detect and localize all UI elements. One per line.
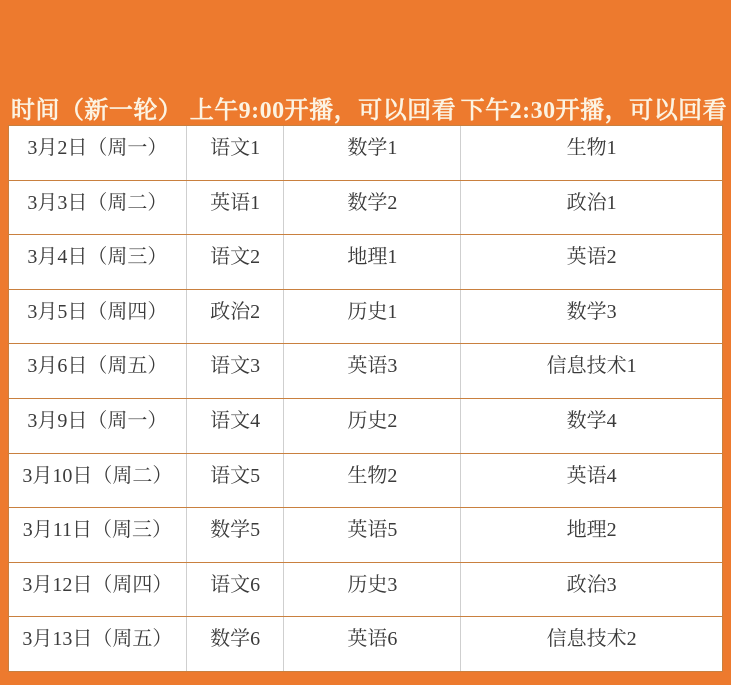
afternoon-lesson-cell: 英语4 xyxy=(460,454,722,508)
table-row xyxy=(9,563,722,618)
table-row xyxy=(9,290,722,345)
afternoon-lesson-cell: 政治1 xyxy=(460,181,722,235)
schedule-table xyxy=(8,125,723,672)
date-cell: 3月3日（周二） xyxy=(27,191,168,214)
date-cell: 3月11日（周三） xyxy=(22,519,173,542)
header-time-column: 时间（新一轮） xyxy=(10,97,183,124)
table-row xyxy=(9,344,722,399)
morning-lesson1-cell: 语文3 xyxy=(186,344,284,398)
date-cell: 3月9日（周一） xyxy=(27,409,168,432)
table-row xyxy=(9,617,722,671)
header-morning-column: 上午9:00开播，可以回看 xyxy=(189,97,457,124)
morning-lesson1-cell: 语文2 xyxy=(186,235,284,289)
table-row xyxy=(9,399,722,454)
morning-lesson1-cell: 语文1 xyxy=(186,126,284,180)
afternoon-lesson-cell: 地理2 xyxy=(460,508,722,562)
table-row xyxy=(9,454,722,509)
header-afternoon-column: 下午2:30开播，可以回看 xyxy=(460,97,728,124)
table-header xyxy=(8,90,728,124)
table-row xyxy=(9,181,722,236)
morning-lesson2-cell: 历史3 xyxy=(283,563,460,617)
morning-lesson2-cell: 生物2 xyxy=(283,454,460,508)
date-cell: 3月6日（周五） xyxy=(27,355,168,378)
morning-lesson2-cell: 英语3 xyxy=(283,344,460,398)
morning-lesson2-cell: 历史1 xyxy=(283,290,460,344)
morning-lesson2-cell: 英语6 xyxy=(283,617,460,671)
afternoon-lesson-cell: 政治3 xyxy=(460,563,722,617)
table-row xyxy=(9,235,722,290)
afternoon-lesson-cell: 信息技术1 xyxy=(460,344,722,398)
morning-lesson2-cell: 数学2 xyxy=(283,181,460,235)
date-cell: 3月5日（周四） xyxy=(27,300,168,323)
morning-lesson1-cell: 语文5 xyxy=(186,454,284,508)
morning-lesson2-cell: 数学1 xyxy=(283,126,460,180)
date-cell: 3月2日（周一） xyxy=(27,137,168,159)
morning-lesson1-cell: 语文6 xyxy=(186,563,284,617)
date-cell: 3月12日（周四） xyxy=(22,573,173,596)
table-row xyxy=(9,508,722,563)
morning-lesson2-cell: 地理1 xyxy=(283,235,460,289)
table-row xyxy=(9,126,722,181)
morning-lesson1-cell: 英语1 xyxy=(186,181,284,235)
date-cell: 3月10日（周二） xyxy=(22,464,173,487)
morning-lesson1-cell: 数学6 xyxy=(186,617,284,671)
afternoon-lesson-cell: 生物1 xyxy=(460,126,722,180)
morning-lesson1-cell: 数学5 xyxy=(186,508,284,562)
morning-lesson2-cell: 英语5 xyxy=(283,508,460,562)
morning-lesson2-cell: 历史2 xyxy=(283,399,460,453)
date-cell: 3月13日（周五） xyxy=(22,628,173,651)
morning-lesson1-cell: 政治2 xyxy=(186,290,284,344)
date-cell: 3月4日（周三） xyxy=(27,246,168,269)
morning-lesson1-cell: 语文4 xyxy=(186,399,284,453)
afternoon-lesson-cell: 数学3 xyxy=(460,290,722,344)
afternoon-lesson-cell: 英语2 xyxy=(460,235,722,289)
afternoon-lesson-cell: 数学4 xyxy=(460,399,722,453)
afternoon-lesson-cell: 信息技术2 xyxy=(460,617,722,671)
